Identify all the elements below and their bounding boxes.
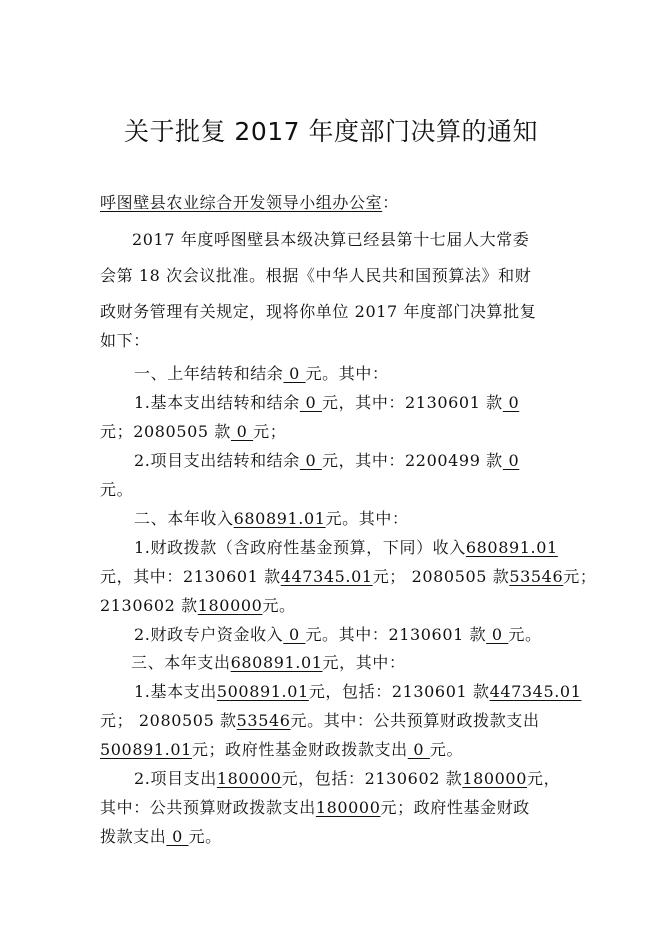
- text: 元。其中：公共预算财政拨款支出: [290, 711, 540, 730]
- value: 0: [502, 393, 520, 412]
- value: 447345.01: [280, 567, 373, 586]
- text: 2.财政专户资金收入: [134, 625, 284, 644]
- text: 二、本年收入: [134, 509, 234, 528]
- value: 0: [166, 827, 189, 846]
- text: 拨款支出: [100, 827, 167, 846]
- value: 0: [283, 625, 306, 644]
- section-2-item-1-line-3: [100, 595, 296, 617]
- paragraph-1-line-2: 会第 18 次会议批准。根据《中华人民共和国预算法》和财: [100, 266, 532, 285]
- section-3-item-2-line-3: [100, 826, 222, 848]
- text: 元。: [429, 740, 464, 759]
- section-2-item-1-line-2: [100, 566, 596, 588]
- value: 0: [299, 393, 323, 412]
- text: 元。其中：2130601 款: [305, 625, 487, 644]
- section-2-item-2-line-1: [134, 624, 542, 646]
- section-3-item-1-line-2: [100, 710, 540, 732]
- value: 0: [502, 451, 520, 470]
- text: 元；: [253, 422, 287, 441]
- value: 500891.01: [100, 740, 192, 759]
- text: 元；2080505 款: [100, 422, 231, 441]
- section-2-item-1-line-1: [134, 537, 558, 559]
- value: 680891.01: [233, 509, 326, 528]
- text: 2.项目支出结转和结余: [134, 451, 300, 470]
- text: 元； 2080505 款: [100, 711, 237, 730]
- text: 1.基本支出结转和结余: [134, 393, 300, 412]
- text: 2.项目支出: [134, 769, 217, 788]
- text: 元，其中：2130601 款: [322, 393, 503, 412]
- text: 其中：公共预算财政拨款支出: [100, 798, 316, 817]
- value: 0: [230, 422, 254, 441]
- text: 元。其中：: [325, 509, 409, 528]
- section-2-heading: [134, 508, 409, 530]
- section-1-item-2-line-2: 元。: [100, 480, 134, 499]
- value: 447345.01: [489, 682, 582, 701]
- value: 0: [299, 451, 323, 470]
- document-title: 关于批复 2017 年度部门决算的通知: [123, 117, 539, 146]
- paragraph-1-line-3: 政财务管理有关规定，现将你单位 2017 年度部门决算批复: [100, 302, 537, 321]
- value: 0: [486, 625, 509, 644]
- section-1-item-1-line-2: [100, 421, 286, 443]
- text: 元。: [262, 596, 296, 615]
- text: 元；政府性基金财政: [380, 798, 530, 817]
- value: 0: [407, 740, 430, 759]
- section-1-heading: [134, 363, 389, 385]
- text: 元。其中：: [305, 364, 389, 383]
- addressee-colon: ：: [382, 193, 399, 212]
- text: 元，其中：: [322, 653, 406, 672]
- text: 元，包括：2130601 款: [308, 682, 490, 701]
- paragraph-1-line-4: 如下：: [100, 331, 150, 350]
- value: 53546: [509, 567, 564, 586]
- section-3-heading: [131, 652, 406, 674]
- value: 180000: [315, 798, 381, 817]
- value: 500891.01: [216, 682, 309, 701]
- text: 2130602 款: [100, 596, 198, 615]
- value: 0: [283, 364, 306, 383]
- text: 1.财政拨款（含政府性基金预算，下同）收入: [134, 538, 466, 557]
- value: 680891.01: [230, 653, 323, 672]
- text: 1.基本支出: [134, 682, 217, 701]
- value: 180000: [197, 596, 263, 615]
- text: 元； 2080505 款: [372, 567, 510, 586]
- text: 元。: [188, 827, 222, 846]
- text: 元，: [527, 769, 561, 788]
- value: 680891.01: [465, 538, 558, 557]
- addressee: 呼图壁县农业综合开发领导小组办公室: [100, 193, 383, 212]
- text: 元，其中：2130601 款: [100, 567, 281, 586]
- section-3-item-2-line-1: [134, 768, 560, 790]
- text: 元；政府性基金财政拨款支出: [191, 740, 408, 759]
- addressee-line: [100, 192, 399, 214]
- text: 元。: [508, 625, 542, 644]
- text: 元，包括：2130602 款: [281, 769, 463, 788]
- value: 180000: [216, 769, 282, 788]
- paragraph-1-line-1: 2017 年度呼图壁县本级决算已经县第十七届人大常委: [132, 230, 530, 249]
- section-1-item-2-line-1: [134, 450, 519, 472]
- section-3-item-1-line-3: [100, 739, 463, 761]
- text: 三、本年支出: [131, 653, 231, 672]
- text: 元；: [563, 567, 597, 586]
- value: 180000: [462, 769, 527, 788]
- section-3-item-2-line-2: [100, 797, 530, 819]
- section-1-item-1-line-1: [134, 392, 519, 414]
- section-3-item-1-line-1: [134, 681, 582, 703]
- value: 53546: [236, 711, 291, 730]
- text: 一、上年结转和结余: [134, 364, 284, 383]
- text: 元，其中：2200499 款: [322, 451, 503, 470]
